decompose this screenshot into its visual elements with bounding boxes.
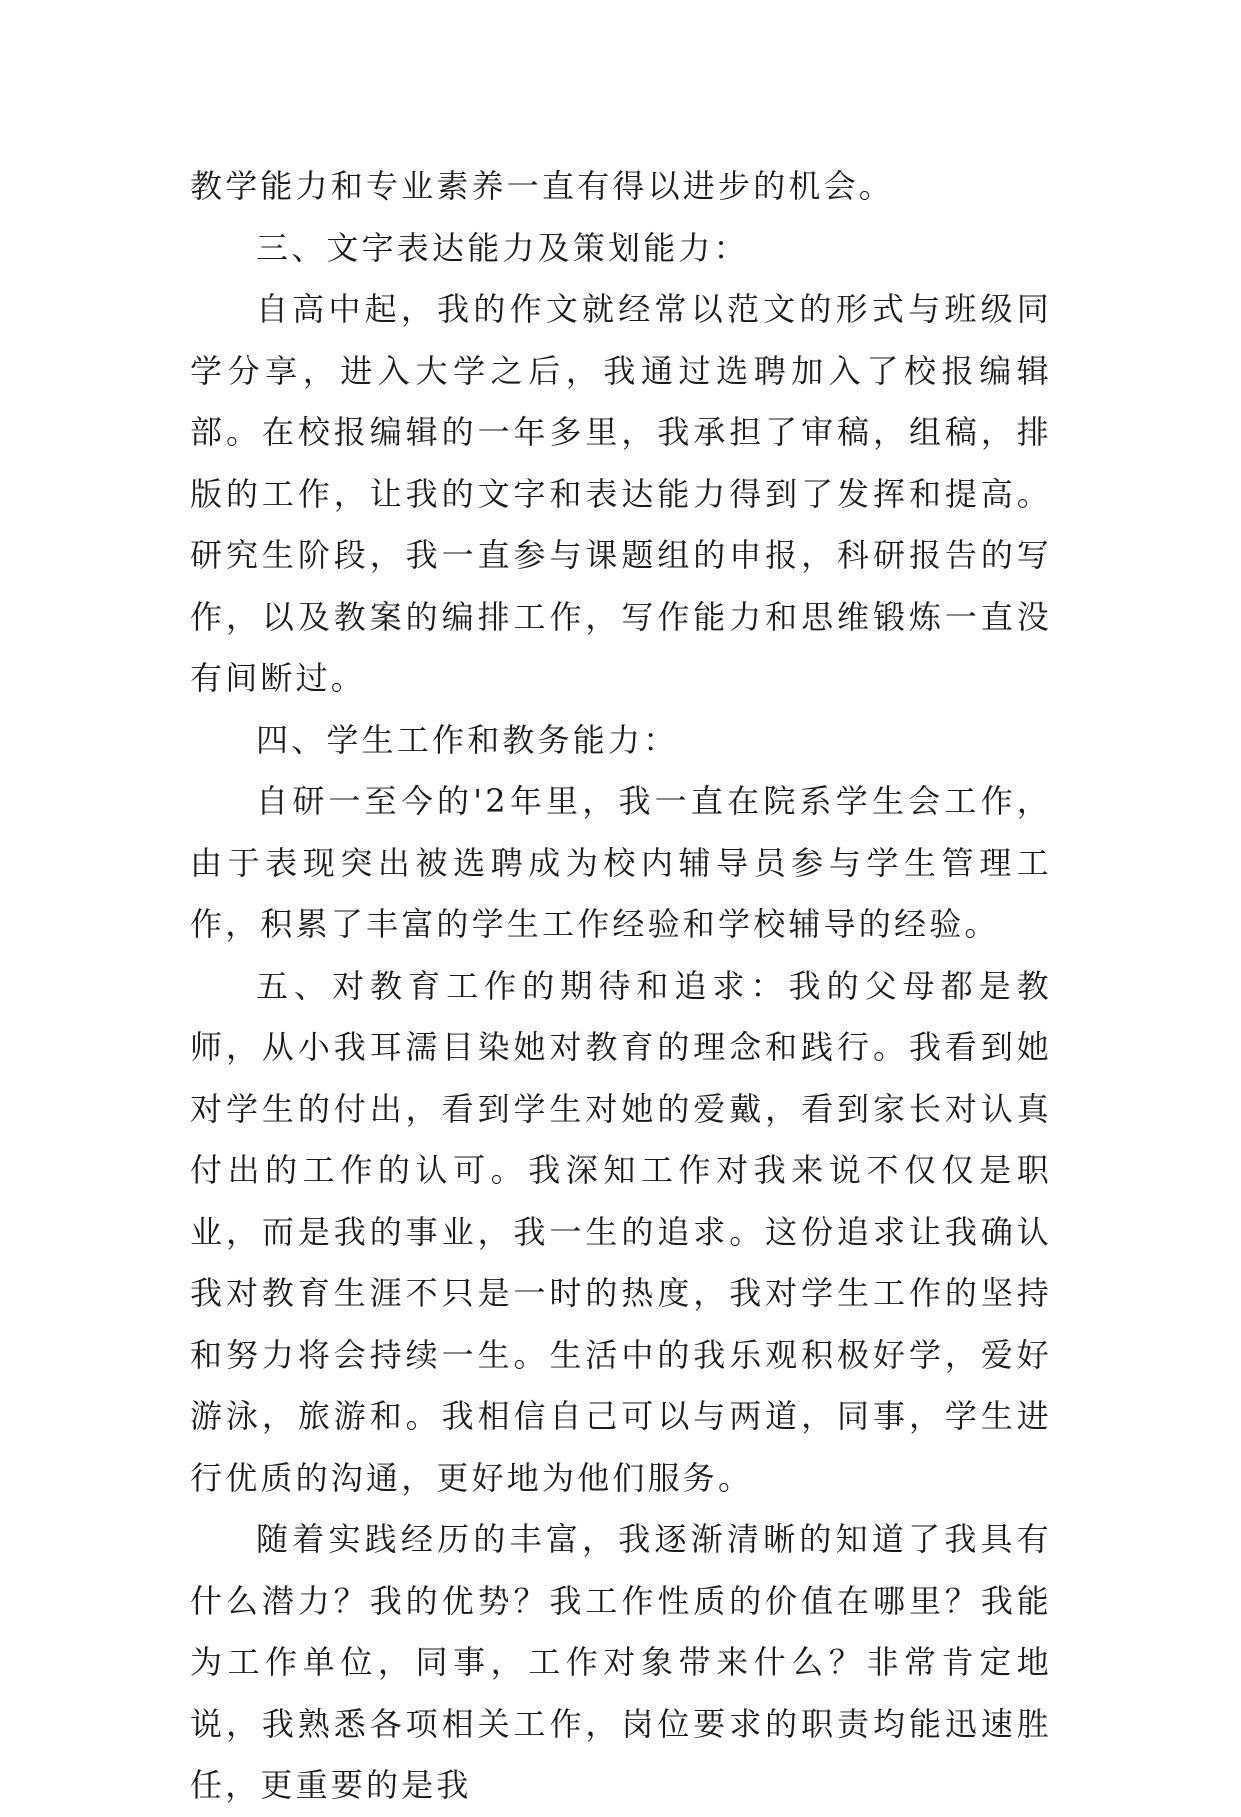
paragraph-student-work-experience: 自研一至今的'2年里，我一直在院系学生会工作，由于表现突出被选聘成为校内辅导员参与学生管理工作，积累了丰富的学生工作经验和学校辅导的经验。 [190,782,1052,943]
section-heading-writing-ability: 三、文字表达能力及策划能力： [256,228,749,267]
paragraph-writing-experience: 自高中起，我的作文就经常以范文的形式与班级同学分享，进入大学之后，我通过选聘加入了校报编辑部。在校报编辑的一年多里，我承担了审稿，组稿，排版的工作，让我的文字和表达能力得到了发挥和提高。研究生阶段，我一直参与课题组的申报，科研报告的写作，以及教案的编排工作，写作能力和思维锻炼一直没有间断过。 [190,290,1052,697]
document-body [190,156,1052,1817]
paragraph-self-reflection: 随着实践经历的丰富，我逐渐清晰的知道了我具有什么潜力？我的优势？我工作性质的价值在哪里？我能为工作单位，同事，工作对象带来什么？非常肯定地说，我熟悉各项相关工作，岗位要求的职责均能迅速胜任，更重要的是我 [190,1520,1052,1804]
section-heading-student-work: 四、学生工作和教务能力： [256,720,679,759]
paragraph-education-aspiration: 五、对教育工作的期待和追求：我的父母都是教师，从小我耳濡目染她对教育的理念和践行。我看到她对学生的付出，看到学生对她的爱戴，看到家长对认真付出的工作的认可。我深知工作对我来说不仅仅是职业，而是我的事业，我一生的追求。这份追求让我确认我对教育生涯不只是一时的热度，我对学生工作的坚持和努力将会持续一生。生活中的我乐观积极好学，爱好游泳，旅游和。我相信自己可以与两道，同事，学生进行优质的沟通，更好地为他们服务。 [190,966,1052,1497]
paragraph-continuation: 教学能力和专业素养一直有得以进步的机会。 [190,167,895,205]
